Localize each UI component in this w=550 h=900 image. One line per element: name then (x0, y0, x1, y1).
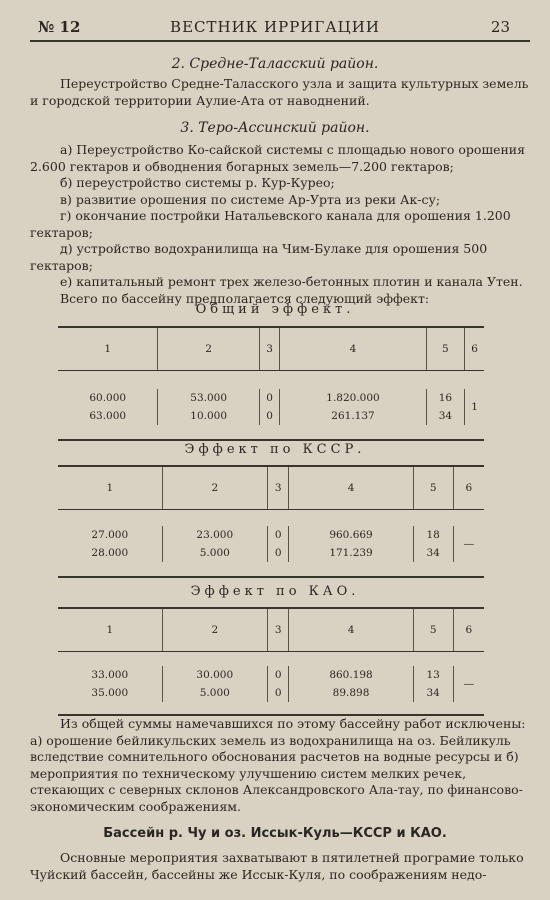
closing-paragraph: Из общей суммы намечавшихся по этому бассейну работ исключены: а) орошение бейликульских земель из водохранилища на оз. Бейликуль вследствие сомнительного обоснования расчетов на водные ресурсы и б) мероприятия по техническому улучшению систем мелких речек, стекающих с северных склонов Александровского Ала-тау, по финансово-экономическим соображениям. (30, 716, 526, 814)
cell: 171.239 (289, 544, 413, 562)
table-row (58, 666, 484, 684)
section-2-title: 2. Средне-Таласский район. (171, 56, 379, 72)
table-1-caption: Общий эффект. (195, 302, 355, 317)
list-item: б) переустройство системы р. Кур-Курео; (60, 175, 335, 190)
list-item: д) устройство водохранилища на Чим-Булаке для орошения 500 гектаров; (30, 241, 488, 273)
cell: 0 (259, 389, 280, 407)
cell: 53.000 (158, 389, 259, 407)
table-row (58, 407, 484, 425)
section-2-text: Переустройство Средне-Таласского узла и защита культурных земель и городской территории Аулие-Ата от наводнений. (30, 76, 529, 108)
cell: 960.669 (289, 526, 413, 544)
col-header: 2 (158, 327, 259, 371)
section-3-title: 3. Теро-Ассинский район. (180, 120, 370, 136)
col-header: 1 (58, 608, 162, 652)
table-row (58, 544, 484, 562)
col-header: 5 (426, 327, 465, 371)
col-header: 4 (280, 327, 426, 371)
col-header: 3 (268, 466, 289, 510)
cell: 10.000 (158, 407, 259, 425)
col-header: 3 (259, 327, 280, 371)
cell: 261.137 (280, 407, 426, 425)
cell: 16 (426, 389, 465, 407)
cell: 34 (413, 684, 453, 702)
col-header: 6 (453, 608, 484, 652)
cell: 1.820.000 (280, 389, 426, 407)
col-header: 1 (58, 327, 158, 371)
table-2-caption: Эффект по КССР. (184, 442, 366, 457)
header-rule (30, 40, 530, 42)
cell: 34 (426, 407, 465, 425)
table-1 (58, 326, 484, 441)
list-item: е) капитальный ремонт трех железо-бетонных плотин и канала Утен. (60, 274, 523, 289)
page-number: 23 (490, 18, 510, 36)
table-3-caption: Эффект по КАО. (190, 584, 360, 599)
cell: 0 (268, 666, 289, 684)
col-header: 3 (268, 608, 289, 652)
basin-paragraph: Основные мероприятия захватывают в пятилетней програмие только Чуйский бассейн, бассейны же Иссык-Куля, по соображениям недо- (30, 850, 524, 882)
col-header: 6 (465, 327, 484, 371)
table-row (58, 389, 484, 407)
cell: — (453, 526, 484, 562)
issue-number: № 12 (38, 18, 81, 36)
cell: 5.000 (162, 544, 267, 562)
col-header: 6 (453, 466, 484, 510)
table-2 (58, 465, 484, 578)
cell: 27.000 (91, 529, 129, 541)
list-item: г) окончание постройки Натальевского канала для орошения 1.200 гектаров; (30, 208, 511, 240)
page-header (0, 18, 550, 40)
cell: 5.000 (162, 684, 267, 702)
col-header: 4 (289, 466, 413, 510)
cell: 18 (413, 526, 453, 544)
cell: 1 (465, 389, 484, 425)
col-header: 2 (162, 608, 267, 652)
cell: 89.898 (289, 684, 413, 702)
cell: 0 (268, 544, 289, 562)
cell: 30.000 (162, 666, 267, 684)
cell: 33.000 (91, 669, 129, 681)
basin-heading: Бассейн р. Чу и оз. Иссык-Куль—КССР и КАО. (103, 826, 447, 841)
list-item: а) Переустройство Ко-сайской системы с площадью нового орошения 2.600 гектаров и обводнения богарных земель—7.200 гектаров; (30, 142, 526, 174)
cell: 860.198 (289, 666, 413, 684)
col-header: 2 (162, 466, 267, 510)
cell: 34 (413, 544, 453, 562)
cell: 23.000 (162, 526, 267, 544)
section-3-list (30, 142, 530, 307)
cell: 13 (413, 666, 453, 684)
summary-line: Всего по бассейну предполагается следующий эффект: (60, 290, 430, 306)
cell: 0 (259, 407, 280, 425)
cell: 0 (268, 684, 289, 702)
cell: 60.000 (89, 392, 127, 404)
col-header: 4 (289, 608, 413, 652)
cell: 28.000 (91, 547, 129, 559)
col-header: 1 (58, 466, 162, 510)
cell: — (453, 666, 484, 702)
cell: 0 (268, 526, 289, 544)
journal-title: ВЕСТНИК ИРРИГАЦИИ (170, 18, 380, 36)
table-row (58, 526, 484, 544)
col-header: 5 (413, 608, 453, 652)
table-3 (58, 607, 484, 716)
col-header: 5 (413, 466, 453, 510)
cell: 63.000 (89, 410, 127, 422)
cell: 35.000 (91, 687, 129, 699)
table-row (58, 684, 484, 702)
list-item: в) развитие орошения по системе Ар-Урта из реки Ак-су; (60, 191, 441, 207)
